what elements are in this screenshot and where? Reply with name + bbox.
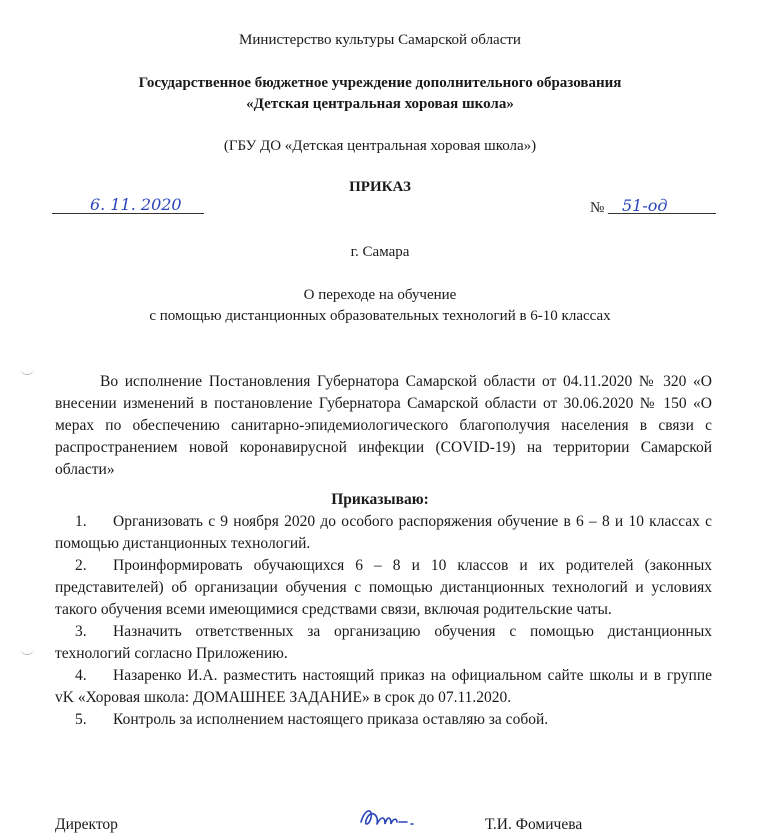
list-item-text: Проинформировать обучающихся 6 – 8 и 10 классов и их родителей (законных представителей) об организации обучения с помощью дистанционных технологий и условиях такого обучения всеми имеющимися средствами связи, включая родительские чаты. — [55, 557, 712, 618]
list-item — [55, 621, 712, 665]
list-item-text: Организовать с 9 ноября 2020 до особого распоряжения обучение в 6 – 8 и 10 классах с помощью дистанционных технологий. — [55, 513, 712, 552]
order-number-handwritten: 51-од — [622, 196, 668, 215]
list-item-number: 5. — [75, 711, 87, 728]
list-item — [55, 555, 712, 621]
list-item-number: 1. — [75, 513, 87, 530]
list-item-number: 4. — [75, 667, 87, 684]
institution-line-2: «Детская центральная хоровая школа» — [246, 96, 514, 112]
list-item-text: Контроль за исполнением настоящего приказа оставляю за собой. — [113, 711, 549, 728]
orders-list — [55, 511, 712, 731]
institution-short-name: (ГБУ ДО «Детская центральная хоровая школа») — [223, 138, 537, 154]
list-item — [55, 709, 712, 731]
list-item-number: 3. — [75, 623, 87, 640]
order-title: ПРИКАЗ — [349, 179, 411, 195]
scan-mark — [20, 368, 34, 375]
subject-line-1: О переходе на обучение — [303, 287, 457, 303]
order-number-prefix: № — [590, 200, 605, 216]
list-item-number: 2. — [75, 557, 87, 574]
ministry-line: Министерство культуры Самарской области — [239, 32, 521, 48]
list-item — [55, 511, 712, 555]
city-line: г. Самара — [350, 244, 410, 260]
orders-heading: Приказываю: — [331, 491, 429, 508]
list-item — [55, 665, 712, 709]
signature-role: Директор — [55, 816, 118, 833]
list-item-text: Назначить ответственных за организацию обучения с помощью дистанционных технологий согласно Приложению. — [55, 623, 712, 662]
handwritten-signature — [355, 800, 425, 836]
subject-line-2: с помощью дистанционных образовательных технологий в 6-10 классах — [149, 308, 611, 324]
list-item-text: Назаренко И.А. разместить настоящий приказ на официальном сайте школы и в группе vK «Хоровая школа: ДОМАШНЕЕ ЗАДАНИЕ» в срок до 07.11.2020. — [55, 667, 712, 706]
order-date-handwritten: 6. 11. 2020 — [90, 195, 182, 214]
scan-mark — [20, 648, 34, 655]
institution-line-1: Государственное бюджетное учреждение дополнительного образования — [138, 75, 622, 91]
preamble-paragraph: Во исполнение Постановления Губернатора Самарской области от 04.11.2020 № 320 «О внесении изменений в постановление Губернатора Самарской области от 30.06.2020 № 150 «О мерах по обеспечению санитарно-эпидемиологического благополучия населения в связи с распространением новой коронавирусной инфекции (COVID-19) на территории Самарской области» — [55, 373, 712, 478]
signature-name: Т.И. Фомичева — [485, 816, 583, 833]
